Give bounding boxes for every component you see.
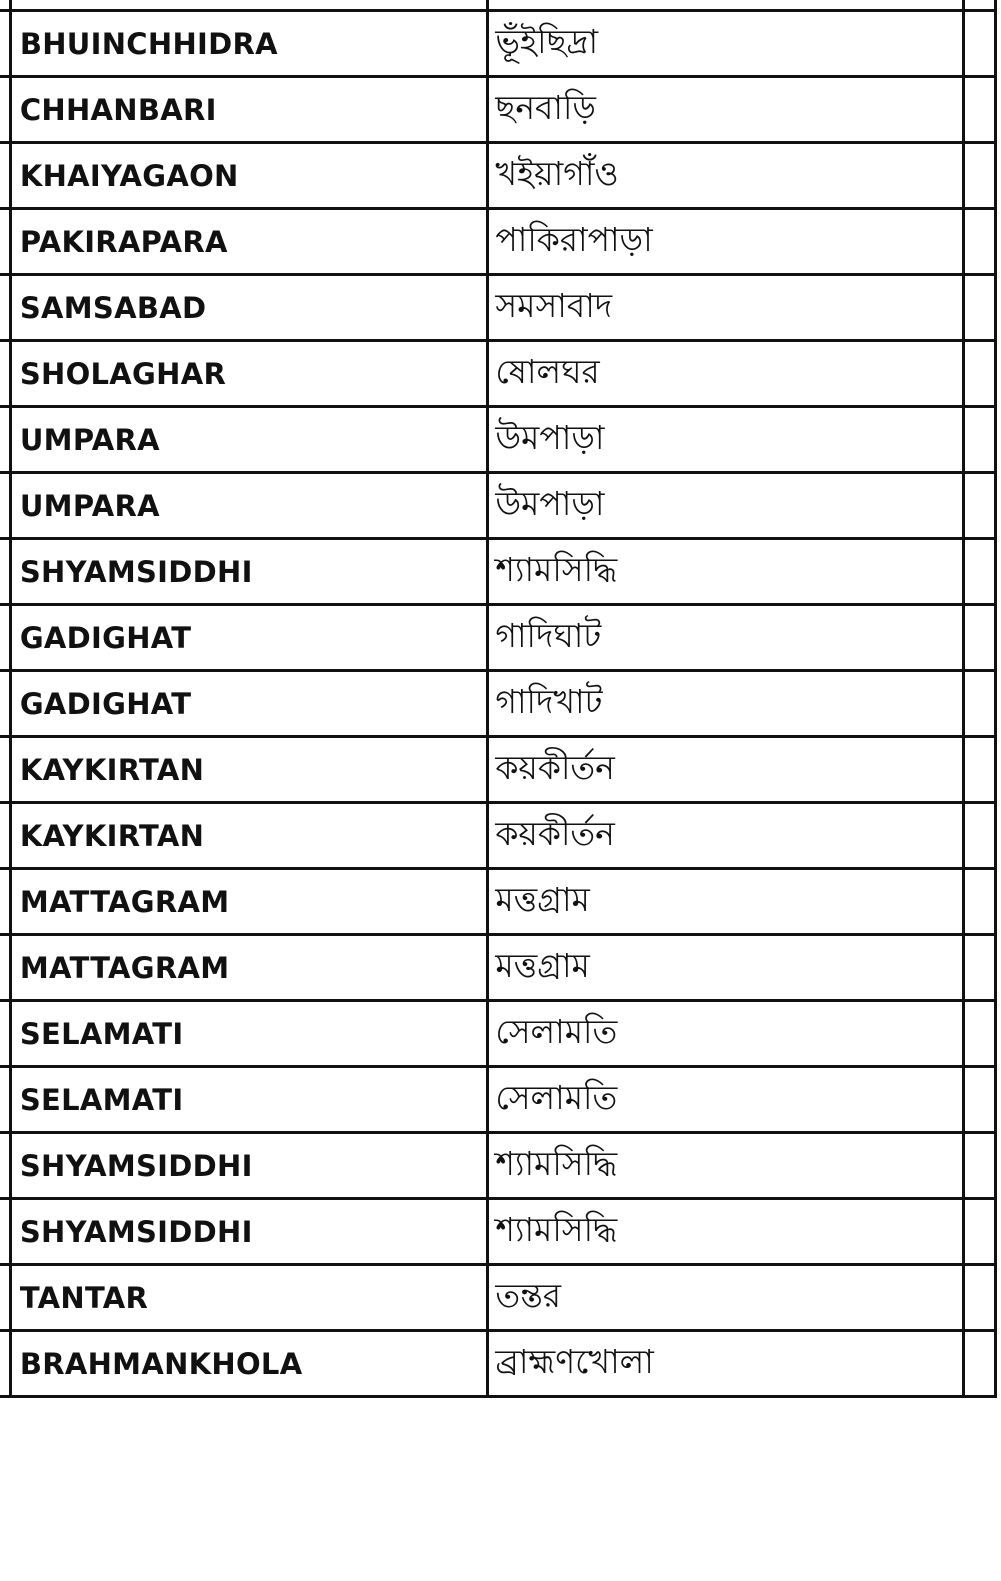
english-name-cell: GADIGHAT — [10, 671, 488, 737]
table-row — [0, 539, 996, 605]
english-name-cell: SELAMATI — [10, 1001, 488, 1067]
row-stub-cell — [0, 275, 10, 341]
bengali-name-cell: গাদিখাট — [488, 671, 963, 737]
row-stub-cell — [0, 1265, 10, 1331]
row-tail-cell — [963, 209, 995, 275]
row-tail-cell — [963, 935, 995, 1001]
english-name-cell: KHAIYAGAON — [10, 143, 488, 209]
row-stub-cell — [0, 341, 10, 407]
row-stub-cell — [0, 1133, 10, 1199]
bengali-name-cell: পাকিরাপাড়া — [488, 209, 963, 275]
row-stub-cell — [0, 803, 10, 869]
row-stub-cell — [0, 1331, 10, 1397]
row-stub-cell — [0, 869, 10, 935]
table-cell — [488, 0, 963, 11]
english-name-cell: GADIGHAT — [10, 605, 488, 671]
row-tail-cell — [963, 275, 995, 341]
bengali-name-cell: ষোলঘর — [488, 341, 963, 407]
table-row — [0, 869, 996, 935]
row-stub-cell — [0, 209, 10, 275]
row-stub-cell — [0, 143, 10, 209]
row-tail-cell — [963, 1265, 995, 1331]
table-row — [0, 143, 996, 209]
table-row — [0, 1331, 996, 1397]
english-name-cell: SELAMATI — [10, 1067, 488, 1133]
english-name-cell: CHHANBARI — [10, 77, 488, 143]
row-tail-cell — [963, 11, 995, 77]
clipped-header-row — [0, 0, 996, 11]
row-tail-cell — [963, 1133, 995, 1199]
table-row — [0, 737, 996, 803]
table-cell — [963, 0, 995, 11]
row-stub-cell — [0, 737, 10, 803]
table-row — [0, 77, 996, 143]
table-row — [0, 473, 996, 539]
table-row — [0, 1133, 996, 1199]
bengali-name-cell: কয়কীর্তন — [488, 803, 963, 869]
table-row — [0, 1067, 996, 1133]
english-name-cell: PAKIRAPARA — [10, 209, 488, 275]
row-stub-cell — [0, 1001, 10, 1067]
row-stub-cell — [0, 11, 10, 77]
bengali-name-cell: শ্যামসিদ্ধি — [488, 539, 963, 605]
english-name-cell: SHOLAGHAR — [10, 341, 488, 407]
english-name-cell: UMPARA — [10, 473, 488, 539]
row-tail-cell — [963, 671, 995, 737]
bengali-name-cell: শ্যামসিদ্ধি — [488, 1199, 963, 1265]
english-name-cell: SHYAMSIDDHI — [10, 539, 488, 605]
bengali-name-cell: মত্তগ্রাম — [488, 935, 963, 1001]
row-tail-cell — [963, 473, 995, 539]
table-row — [0, 935, 996, 1001]
row-tail-cell — [963, 737, 995, 803]
bengali-name-cell: উমপাড়া — [488, 407, 963, 473]
english-name-cell: SAMSABAD — [10, 275, 488, 341]
english-name-cell: BHUINCHHIDRA — [10, 11, 488, 77]
table-row — [0, 341, 996, 407]
english-name-cell: MATTAGRAM — [10, 869, 488, 935]
bengali-name-cell: সেলামতি — [488, 1067, 963, 1133]
bengali-name-cell: শ্যামসিদ্ধি — [488, 1133, 963, 1199]
english-name-cell: BRAHMANKHOLA — [10, 1331, 488, 1397]
bengali-name-cell: তন্তর — [488, 1265, 963, 1331]
row-stub-cell — [0, 671, 10, 737]
bengali-name-cell: গাদিঘাট — [488, 605, 963, 671]
row-stub-cell — [0, 935, 10, 1001]
english-name-cell: KAYKIRTAN — [10, 737, 488, 803]
english-name-cell: SHYAMSIDDHI — [10, 1133, 488, 1199]
english-name-cell: KAYKIRTAN — [10, 803, 488, 869]
row-stub-cell — [0, 473, 10, 539]
row-tail-cell — [963, 407, 995, 473]
bengali-name-cell: ভূঁইছিদ্রা — [488, 11, 963, 77]
table-cell — [10, 0, 488, 11]
table-row — [0, 803, 996, 869]
english-name-cell: UMPARA — [10, 407, 488, 473]
bengali-name-cell: খইয়াগাঁও — [488, 143, 963, 209]
row-tail-cell — [963, 1067, 995, 1133]
row-tail-cell — [963, 1331, 995, 1397]
row-stub-cell — [0, 407, 10, 473]
english-name-cell: TANTAR — [10, 1265, 488, 1331]
bengali-name-cell: কয়কীর্তন — [488, 737, 963, 803]
bengali-name-cell: ছনবাড়ি — [488, 77, 963, 143]
table-row — [0, 1199, 996, 1265]
row-tail-cell — [963, 869, 995, 935]
row-stub-cell — [0, 605, 10, 671]
table-row — [0, 1001, 996, 1067]
table-cell — [0, 0, 10, 11]
table-row — [0, 407, 996, 473]
row-stub-cell — [0, 1067, 10, 1133]
table-row — [0, 209, 996, 275]
row-tail-cell — [963, 803, 995, 869]
table-row — [0, 671, 996, 737]
english-name-cell: MATTAGRAM — [10, 935, 488, 1001]
row-tail-cell — [963, 1199, 995, 1265]
row-tail-cell — [963, 341, 995, 407]
row-tail-cell — [963, 143, 995, 209]
row-tail-cell — [963, 539, 995, 605]
bengali-name-cell: সমসাবাদ — [488, 275, 963, 341]
table-row — [0, 605, 996, 671]
table-row — [0, 11, 996, 77]
row-tail-cell — [963, 605, 995, 671]
bengali-name-cell: ব্রাহ্মণখোলা — [488, 1331, 963, 1397]
english-name-cell: SHYAMSIDDHI — [10, 1199, 488, 1265]
table-row — [0, 1265, 996, 1331]
table-row — [0, 275, 996, 341]
bengali-name-cell: সেলামতি — [488, 1001, 963, 1067]
bengali-name-cell: মত্তগ্রাম — [488, 869, 963, 935]
row-stub-cell — [0, 77, 10, 143]
row-stub-cell — [0, 539, 10, 605]
row-stub-cell — [0, 1199, 10, 1265]
row-tail-cell — [963, 1001, 995, 1067]
row-tail-cell — [963, 77, 995, 143]
bengali-name-cell: উমপাড়া — [488, 473, 963, 539]
